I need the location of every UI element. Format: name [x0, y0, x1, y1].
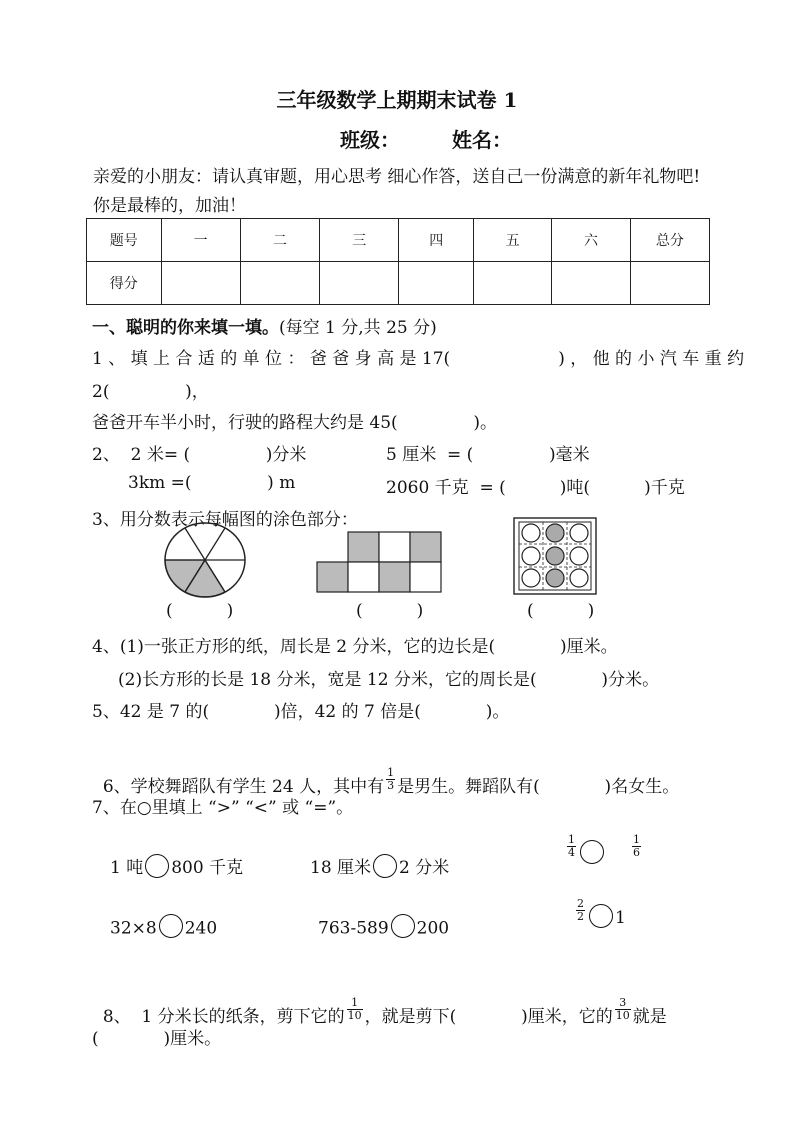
score-cell[interactable]	[240, 262, 319, 305]
score-header-cell: 总分	[630, 219, 709, 262]
score-header-cell: 二	[240, 219, 319, 262]
compare-circle[interactable]	[159, 914, 183, 938]
q6-pre: 6、学校舞蹈队有学生 24 人，其中有	[102, 777, 385, 797]
block-shaded	[348, 532, 379, 562]
compare-left: 763-589	[318, 918, 389, 939]
compare-circle[interactable]	[589, 904, 613, 928]
compare-circle[interactable]	[373, 854, 397, 878]
q1-line3: 爸爸开车半小时，行驶的路程大约是 45( )。	[92, 413, 497, 433]
fraction-denominator: 6	[633, 846, 640, 859]
fraction-denominator: 3	[387, 779, 395, 792]
q3-blank-3[interactable]: ( )	[527, 601, 595, 621]
q4-b: (2)长方形的长是 18 分米，宽是 12 分米，它的周长是( )分米。	[118, 670, 660, 690]
intro-text: 亲爱的小朋友：请认真审题，用心思考 细心作答，送自己一份满意的新年礼物吧!你是最棒的，加油！	[93, 167, 701, 216]
q1-line2: 2( )，	[92, 382, 209, 402]
q2-a: 2、 2 米= ( )分米	[92, 445, 307, 465]
fraction-numerator: 1	[347, 997, 363, 1010]
q3-blank-2[interactable]: ( )	[356, 601, 424, 621]
circle-shaded	[546, 524, 564, 542]
fraction-denominator: 10	[347, 1009, 362, 1022]
fraction-denominator: 4	[568, 846, 575, 859]
compare-circle[interactable]	[391, 914, 415, 938]
section-1-title: 一、聪明的你来填一填。	[92, 318, 279, 338]
fraction	[567, 834, 576, 859]
q3-text: 3、用分数表示每幅图的涂色部分：	[92, 510, 358, 530]
score-header-cell: 五	[473, 219, 551, 262]
compare-right: 1	[615, 908, 626, 928]
compare-right: 2 分米	[399, 858, 450, 878]
fraction-numerator: 1	[633, 833, 640, 846]
score-table-header-row	[87, 219, 710, 262]
score-cell[interactable]	[161, 262, 240, 305]
score-cell[interactable]	[320, 262, 399, 305]
score-header-cell: 三	[320, 219, 399, 262]
q7-item	[565, 833, 643, 867]
fraction	[576, 898, 585, 923]
q2-d: 2060 千克 = ( )吨( )千克	[386, 478, 685, 498]
page-title: 三年级数学上期期末试卷 1	[276, 88, 518, 112]
q1-line1: 1 、 填 上 合 适 的 单 位 ： 爸 爸 身 高 是 17( ) ， 他 的 小 汽 车 重 约	[92, 349, 745, 369]
score-header-cell: 四	[399, 219, 474, 262]
fraction-denominator: 2	[577, 910, 584, 923]
q5: 5、42 是 7 的( )倍，42 的 7 倍是( )。	[92, 702, 510, 722]
circle-shaded	[546, 569, 564, 587]
fraction	[347, 997, 363, 1022]
block-shaded	[317, 562, 348, 592]
fraction-numerator: 1	[387, 766, 395, 779]
compare-right: 240	[184, 918, 218, 939]
fraction-numerator: 1	[568, 833, 575, 846]
name-label: 姓名：	[452, 128, 512, 152]
block	[410, 562, 441, 592]
q8-pre: 8、 1 分米长的纸条，剪下它的	[102, 1007, 345, 1027]
student-info	[340, 124, 512, 153]
block-shaded	[410, 532, 441, 562]
q7-item	[110, 917, 217, 941]
compare-circle[interactable]	[580, 840, 604, 864]
circles-figure	[513, 517, 597, 595]
q7-item	[110, 853, 243, 881]
score-cell[interactable]	[399, 262, 474, 305]
block-shaded	[379, 562, 410, 592]
score-header-cell: 一	[161, 219, 240, 262]
q7-item	[574, 897, 626, 931]
fraction-numerator: 2	[577, 897, 584, 910]
fraction	[386, 767, 395, 792]
compare-left: 1 吨	[110, 858, 144, 878]
q8-mid: ，就是剪下( )厘米，它的	[364, 1007, 613, 1027]
fraction	[615, 997, 631, 1022]
block	[379, 532, 410, 562]
compare-left: 18 厘米	[310, 858, 372, 878]
compare-right: 200	[416, 918, 450, 939]
circle-shaded	[546, 547, 564, 565]
compare-right: 800 千克	[171, 858, 244, 878]
score-cell[interactable]	[552, 262, 630, 305]
score-header-cell: 六	[552, 219, 630, 262]
class-label: 班级：	[340, 128, 400, 152]
fraction	[632, 834, 641, 859]
q6-post: 是男生。舞蹈队有( )名女生。	[397, 777, 680, 797]
fraction-denominator: 10	[615, 1009, 630, 1022]
q2-b: 5 厘米 = ( )毫米	[386, 445, 590, 465]
section-1-heading	[92, 313, 437, 338]
score-table-score-row	[87, 262, 710, 305]
score-cell[interactable]	[473, 262, 551, 305]
pie-figure	[164, 522, 246, 598]
q8-line2: ( )厘米。	[92, 1029, 222, 1049]
compare-circle[interactable]	[145, 854, 169, 878]
q7-text: 7、在○里填上 “>” “<” 或 “=”。	[92, 798, 354, 818]
score-header-cell: 题号	[87, 219, 162, 262]
q4-a: 4、(1)一张正方形的纸，周长是 2 分米，它的边长是( )厘米。	[92, 637, 618, 657]
compare-left: 32×8	[110, 918, 157, 939]
q2-c: 3km =( ) m	[128, 473, 296, 493]
q3-blank-1[interactable]: ( )	[166, 601, 234, 621]
q7-item	[318, 917, 449, 941]
fraction-numerator: 3	[615, 997, 631, 1010]
score-row-label: 得分	[87, 262, 162, 305]
block	[348, 562, 379, 592]
q7-item	[310, 853, 449, 881]
q8-line1	[92, 982, 667, 1030]
section-1-note: (每空 1 分,共 25 分)	[279, 318, 437, 338]
score-table	[86, 218, 710, 305]
score-cell[interactable]	[630, 262, 709, 305]
q8-post: 就是	[632, 1007, 667, 1027]
blocks-figure	[316, 531, 444, 593]
